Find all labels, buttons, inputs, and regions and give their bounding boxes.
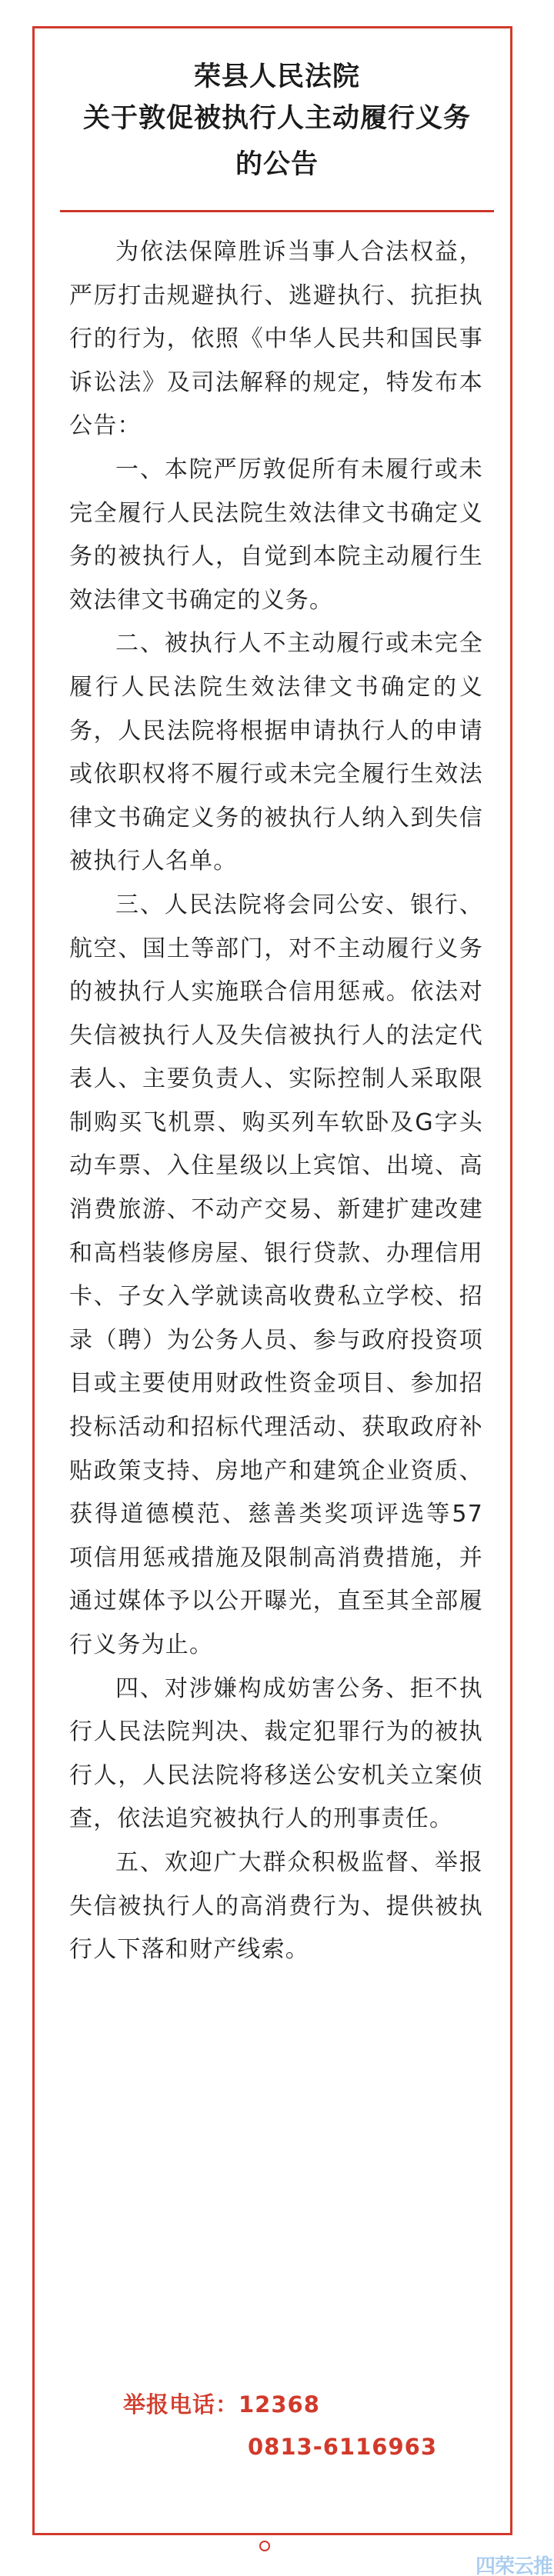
watermark-logo: 四荣云推 <box>476 2555 553 2576</box>
clause-4-paragraph: 四、对涉嫌构成妨害公务、拒不执行人民法院判决、裁定犯罪行为的被执行人，人民法院将移送公安机关立案侦查，依法追究被执行人的刑事责任。 <box>69 1675 483 1833</box>
clause-2-paragraph: 二、被执行人不主动履行或未完全履行人民法院生效法律文书确定的义务，人民法院将根据申请执行人的申请或依职权将不履行或未完全履行生效法律文书确定义务的被执行人纳入到失信被执行人名单。 <box>69 630 483 875</box>
title-divider <box>60 210 494 212</box>
clause-5-paragraph: 五、欢迎广大群众积极监督、举报失信被执行人的高消费行为、提供被执行人下落和财产线索。 <box>69 1848 483 1964</box>
report-hotline-12368: 举报电话：12368 <box>123 2391 320 2418</box>
bottom-ornament-icon <box>257 2538 272 2554</box>
notice-title-end: 的公告 <box>235 149 319 180</box>
report-hotline-local: 0813-6116963 <box>248 2434 437 2460</box>
preamble-paragraph: 为依法保障胜诉当事人合法权益，严厉打击规避执行、逃避执行、抗拒执行的行为，依照《中华人民共和国民事诉讼法》及司法解释的规定，特发布本公告： <box>69 238 483 440</box>
clause-3-paragraph: 三、人民法院将会同公安、银行、航空、国土等部门，对不主动履行义务的被执行人实施联合信用惩戒。依法对失信被执行人及失信被执行人的法定代表人、主要负责人、实际控制人采取限制购买飞机票、购买列车软卧及G字头动车票、入住星级以上宾馆、出境、高消费旅游、不动产交易、新建扩建改建和高档装修房屋、银行贷款、办理信用卡、子女入学就读高收费私立学校、招录（聘）为公务人员、参与政府投资项目或主要使用财政性资金项目、参加招投标活动和招标代理活动、获取政府补贴政策支持、房地产和建筑企业资质、获得道德模范、慈善类奖项评选等57项信用惩戒措施及限制高消费措施，并通过媒体予以公开曝光，直至其全部履行义务为止。 <box>69 891 483 1658</box>
clause-1-paragraph: 一、本院严厉敦促所有未履行或未完全履行人民法院生效法律文书确定义务的被执行人，自觉到本院主动履行生效法律文书确定的义务。 <box>69 455 483 614</box>
notice-title: 关于敦促被执行人主动履行义务 <box>82 103 471 134</box>
court-name-title: 荣县人民法院 <box>193 62 360 92</box>
notice-body <box>69 231 483 1972</box>
